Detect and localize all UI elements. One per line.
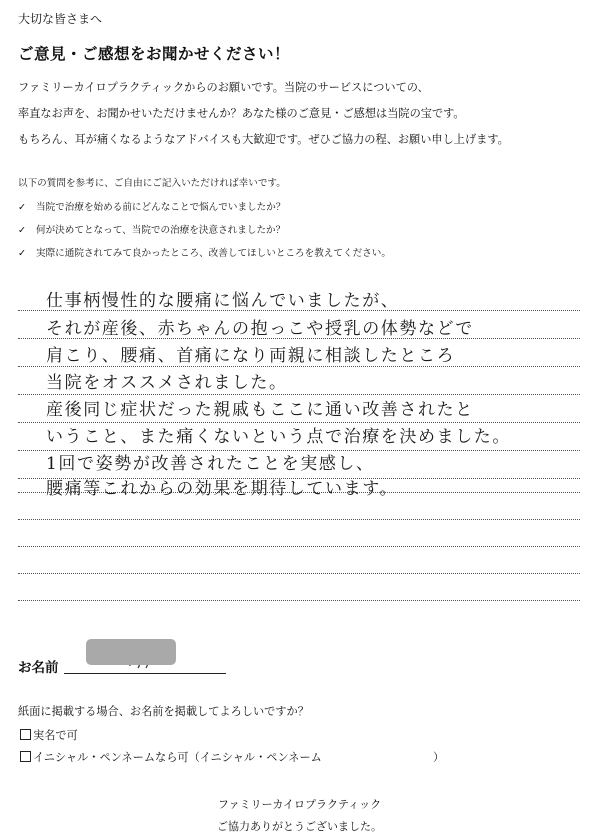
page-title: ご意見・ご感想をお聞かせください！ xyxy=(18,45,291,63)
question-3 xyxy=(18,245,391,259)
handwritten-line-3: 肩こり、腰痛、首痛になり両親に相談したところ xyxy=(46,346,456,366)
redacted-name xyxy=(86,639,176,665)
intro-line-2: 率直なお声を、お聞かせいただけませんか？あなた様のご意見・ご感想は当院の宝です。 xyxy=(18,107,465,120)
handwritten-line-4: 当院をオススメされました。 xyxy=(46,373,288,393)
option-real-name xyxy=(20,727,78,743)
answer-rule xyxy=(18,600,580,601)
name-underline xyxy=(64,673,226,674)
option-initials xyxy=(20,749,322,765)
question-text: 何が決めてとなって、当院での治療を決意されましたか？ xyxy=(36,225,286,236)
checkbox-icon xyxy=(20,729,31,740)
handwritten-line-5: 産後同じ症状だった親戚もここに通い改善されたと xyxy=(46,400,474,420)
handwritten-line-2: それが産後、赤ちゃんの抱っこや授乳の体勢などで xyxy=(46,319,474,339)
intro-line-3: もちろん、耳が痛くなるようなアドバイスも大歓迎です。ぜひご協力の程、お願い申し上げます。 xyxy=(18,133,509,146)
greeting: 大切な皆さまへ xyxy=(18,12,103,26)
question-1 xyxy=(18,199,285,213)
question-text: 実際に通院されてみて良かったところ、改善してほしいところを教えてください。 xyxy=(36,248,391,259)
answer-rule xyxy=(18,519,580,520)
answer-rule xyxy=(18,366,580,367)
option-label: イニシャル・ペンネームなら可（イニシャル・ペンネーム xyxy=(33,751,322,764)
option-label: 実名で可 xyxy=(33,729,78,742)
answer-rule xyxy=(18,546,580,547)
handwritten-line-7: 1回で姿勢が改善されたことを実感し、 xyxy=(46,454,375,474)
handwritten-line-1: 仕事柄慢性的な腰痛に悩んでいましたが、 xyxy=(46,291,400,311)
consent-question: 紙面に掲載する場合、お名前を掲載してよろしいですか？ xyxy=(18,705,309,718)
answer-rule xyxy=(18,573,580,574)
footer-clinic: ファミリーカイロプラクティック xyxy=(217,798,382,811)
checkbox-icon xyxy=(20,751,31,762)
intro-line-1: ファミリーカイロプラクティックからのお願いです。当院のサービスについての、 xyxy=(18,81,429,94)
handwritten-line-6: いうこと、また痛くないという点で治療を決めました。 xyxy=(46,427,511,447)
questions-prompt: 以下の質問を参考に、ご自由にご記入いただければ幸いです。 xyxy=(18,178,286,189)
check-icon: ✓ xyxy=(18,225,27,236)
footer-thanks: ご協力ありがとうございました。 xyxy=(217,820,382,833)
check-icon: ✓ xyxy=(18,202,27,213)
option-close-paren: ） xyxy=(433,751,445,764)
handwritten-line-8: 腰痛等これからの効果を期待しています。 xyxy=(46,479,399,499)
name-label: お名前 xyxy=(18,660,59,676)
check-icon: ✓ xyxy=(18,248,27,259)
question-text: 当院で治療を始める前にどんなことで悩んでいましたか？ xyxy=(36,202,286,213)
question-2 xyxy=(18,222,285,236)
